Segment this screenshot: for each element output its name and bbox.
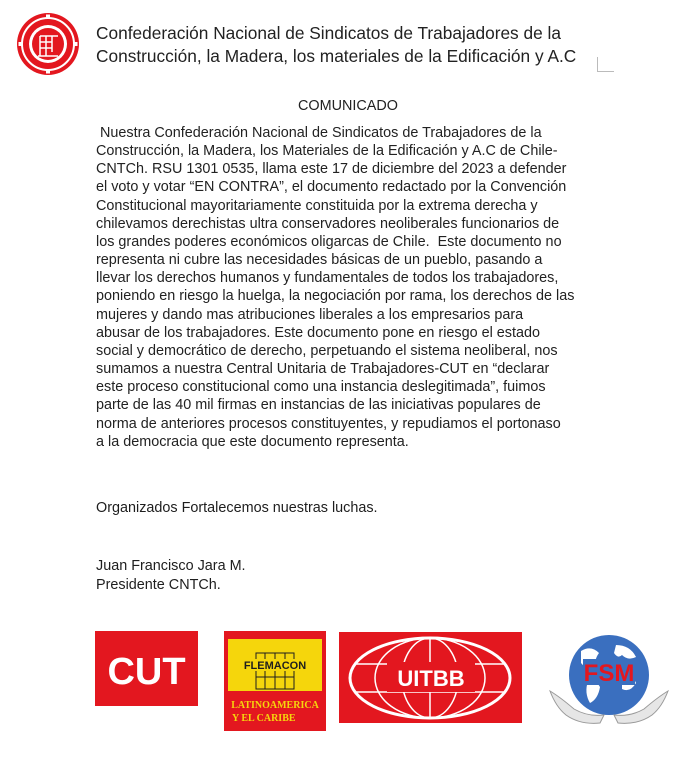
body-line: norma de anteriores procesos constituyentes, y repudiamos el portonaso bbox=[96, 415, 561, 432]
body-line: Construcción, la Madera, los Materiales de la Edificación y A.C de Chile- bbox=[96, 143, 558, 160]
organization-name bbox=[96, 22, 656, 68]
body-line: mujeres y dando mas atribuciones liberales a los empresarios para bbox=[96, 306, 524, 323]
signature-block bbox=[96, 557, 246, 595]
body-line: los grandes poderes económicos oligarcas de Chile. Este documento no bbox=[96, 233, 562, 250]
affiliate-logos bbox=[0, 628, 696, 728]
organization-name-line-1: Confederación Nacional de Sindicatos de Trabajadores de la bbox=[96, 23, 561, 43]
body-line: Constitucional mayoritariamente constituida por la extrema derecha y bbox=[96, 197, 538, 214]
body-line: poniendo en riesgo la huelga, la negociación por rama, los derechos de las bbox=[96, 288, 575, 305]
cut-logo bbox=[95, 631, 198, 706]
uitbb-logo bbox=[339, 632, 522, 723]
body-line: el voto y votar “EN CONTRA”, el documento redactado por la Convención bbox=[96, 179, 567, 196]
flemacon-name: FLEMACON bbox=[243, 660, 307, 672]
body-line: CNTCh. RSU 1301 0535, llama este 17 de diciembre del 2023 a defender bbox=[96, 161, 567, 178]
communique-body bbox=[96, 124, 616, 451]
organization-name-line-2: Construcción, la Madera, los materiales de la Edificación y A.C bbox=[96, 46, 577, 66]
cut-logo-text: CUT bbox=[107, 651, 186, 693]
body-line: parte de las 40 mil firmas en instancias de las iniciativas populares de bbox=[96, 397, 541, 414]
corner-mark bbox=[597, 57, 614, 72]
body-line: este proceso constitucional como una instancia deslegitimada”, fuimos bbox=[96, 379, 546, 396]
signatory-name: Juan Francisco Jara M. bbox=[96, 558, 246, 574]
document-header bbox=[0, 0, 696, 80]
body-line: llevar los derechos humanos y fundamentales de todos los trabajadores, bbox=[96, 270, 559, 287]
body-line: sumamos a nuestra Central Unitaria de Trabajadores-CUT en “declarar bbox=[96, 361, 550, 378]
body-line: chilevamos derechistas ultra conservadores neoliberales funcionarios de bbox=[96, 215, 560, 232]
union-seal-logo bbox=[16, 12, 80, 76]
uitbb-logo-text: UITBB bbox=[397, 666, 465, 691]
fsm-logo bbox=[546, 629, 672, 729]
flemacon-region-2: Y EL CARIBE bbox=[232, 713, 296, 724]
document-heading: COMUNICADO bbox=[298, 98, 398, 114]
closing-line: Organizados Fortalecemos nuestras luchas. bbox=[96, 500, 378, 516]
body-line: Nuestra Confederación Nacional de Sindicatos de Trabajadores de la bbox=[96, 125, 542, 141]
body-line: representa ni cubre las necesidades básicas de un pueblo, pasando a bbox=[96, 252, 543, 269]
flemacon-logo bbox=[224, 631, 326, 731]
body-line: social y democrático de derecho, perpetuando el sistema neoliberal, nos bbox=[96, 342, 558, 359]
body-line: abusar de los trabajadores. Este documento pone en riesgo el estado bbox=[96, 324, 541, 341]
flemacon-region-1: LATINOAMERICA bbox=[231, 700, 319, 711]
body-line: a la democracia que este documento representa. bbox=[96, 433, 409, 450]
signatory-title: Presidente CNTCh. bbox=[96, 577, 221, 593]
fsm-logo-text: FSM bbox=[583, 660, 635, 687]
